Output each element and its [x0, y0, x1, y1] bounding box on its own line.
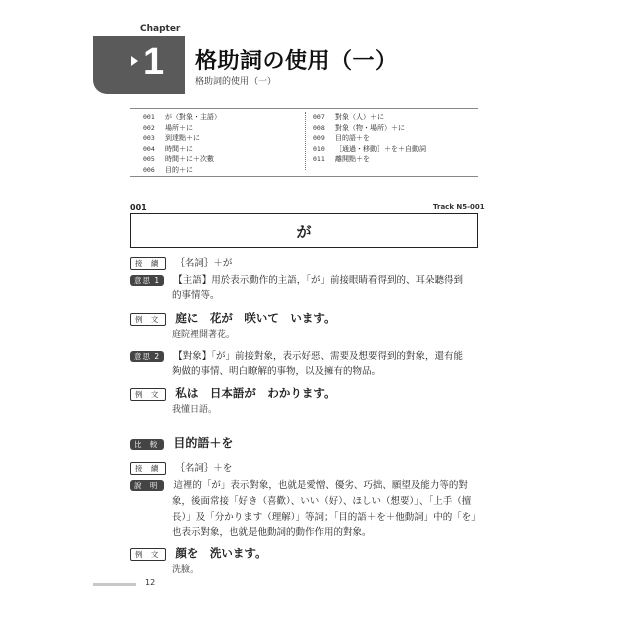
compare-example-translation: 洗臉。 — [172, 565, 200, 575]
toc-item[interactable]: 011 離開點＋を — [313, 155, 370, 163]
explain-tag: 說 明 — [130, 480, 164, 491]
meaning1-line: 【主語】用於表示動作的主語，「が」前接眼睛看得到的、耳朵聽得到 — [173, 275, 463, 286]
connect-tag: 接 續 — [130, 257, 166, 270]
meaning2-tag: 意思 2 — [130, 351, 164, 362]
meaning1-row — [130, 273, 463, 288]
footer-bar — [93, 583, 136, 586]
section-number: 001 — [130, 203, 147, 212]
compare-heading: 目的語＋を — [173, 436, 234, 450]
toc-item[interactable]: 005 時間＋に＋次數 — [143, 155, 214, 163]
toc-item[interactable]: 001 が（對象・主語） — [143, 113, 221, 121]
toc-item[interactable]: 003 到達點＋に — [143, 134, 200, 142]
example1-japanese: 庭に 花が 咲いて います。 — [175, 311, 336, 325]
explain-row — [130, 478, 468, 493]
toc-left-column — [143, 112, 313, 175]
compare-connect-row — [130, 461, 232, 476]
meaning2-row — [130, 349, 463, 364]
chapter-arrow-icon — [131, 56, 138, 66]
audio-track-label[interactable]: Track N5-001 — [433, 203, 485, 211]
connect-tag: 接 續 — [130, 462, 166, 475]
toc-item[interactable]: 004 時間＋に — [143, 144, 193, 153]
toc-item[interactable]: 010 ［通過・移動］＋を＋自動詞 — [313, 144, 426, 153]
page-number: 12 — [145, 578, 156, 587]
grammar-word-box — [130, 213, 478, 248]
page-subtitle: 格助詞的使用（一） — [195, 77, 277, 87]
compare-tag: 比 較 — [130, 439, 164, 450]
example2-japanese: 私は 日本語が わかります。 — [175, 386, 336, 400]
toc-right-column — [313, 112, 483, 165]
example-tag: 例 文 — [130, 548, 166, 561]
page-title: 格助詞の使用（一） — [195, 49, 398, 74]
compare-connect-text: ｛名詞｝＋を — [175, 463, 233, 474]
meaning1-tag: 意思 1 — [130, 275, 164, 286]
compare-example-row — [130, 546, 267, 562]
meaning1-line: 的事情等。 — [172, 290, 220, 301]
toc-item[interactable]: 007 對象（人）＋に — [313, 113, 384, 121]
example1-row — [130, 311, 336, 327]
compare-example-japanese: 顔を 洗います。 — [175, 546, 267, 560]
explain-line: 象，後面常接「好き（喜歡）、いい（好）、ほしい（想要）」、「上手（擅 — [172, 496, 472, 507]
toc-item[interactable]: 009 目的語＋を — [313, 134, 370, 142]
example2-translation: 我懂日語。 — [172, 405, 218, 415]
toc-item[interactable]: 006 目的＋に — [143, 165, 193, 174]
explain-line: 這裡的「が」表示對象，也就是愛憎、優劣、巧拙、願望及能力等的對 — [173, 480, 468, 491]
toc-item[interactable]: 002 場所＋に — [143, 123, 193, 132]
meaning2-line: 夠做的事情、明白瞭解的事物，以及擁有的物品。 — [172, 366, 382, 377]
chapter-badge — [93, 36, 185, 94]
explain-line: 也表示對象，也就是他動詞的動作作用的對象。 — [172, 527, 372, 538]
example-tag: 例 文 — [130, 313, 166, 326]
chapter-number: 1 — [143, 41, 165, 83]
grammar-word: が — [296, 223, 312, 241]
chapter-label: Chapter — [140, 24, 181, 34]
example2-row — [130, 386, 336, 402]
example-tag: 例 文 — [130, 388, 166, 401]
example1-translation: 庭院裡開著花。 — [172, 330, 236, 340]
compare-row — [130, 436, 233, 452]
toc-item[interactable]: 008 對象（物・場所）＋に — [313, 123, 405, 132]
connect-row — [130, 256, 232, 271]
meaning2-line: 【對象】「が」前接對象，表示好惡、需要及想要得到的對象，還有能 — [173, 351, 463, 362]
connect-text: ｛名詞｝＋が — [175, 258, 233, 269]
explain-line: 長）」及「分かります（理解）」等詞；「目的語＋を＋他動詞」中的「を」 — [172, 512, 481, 523]
